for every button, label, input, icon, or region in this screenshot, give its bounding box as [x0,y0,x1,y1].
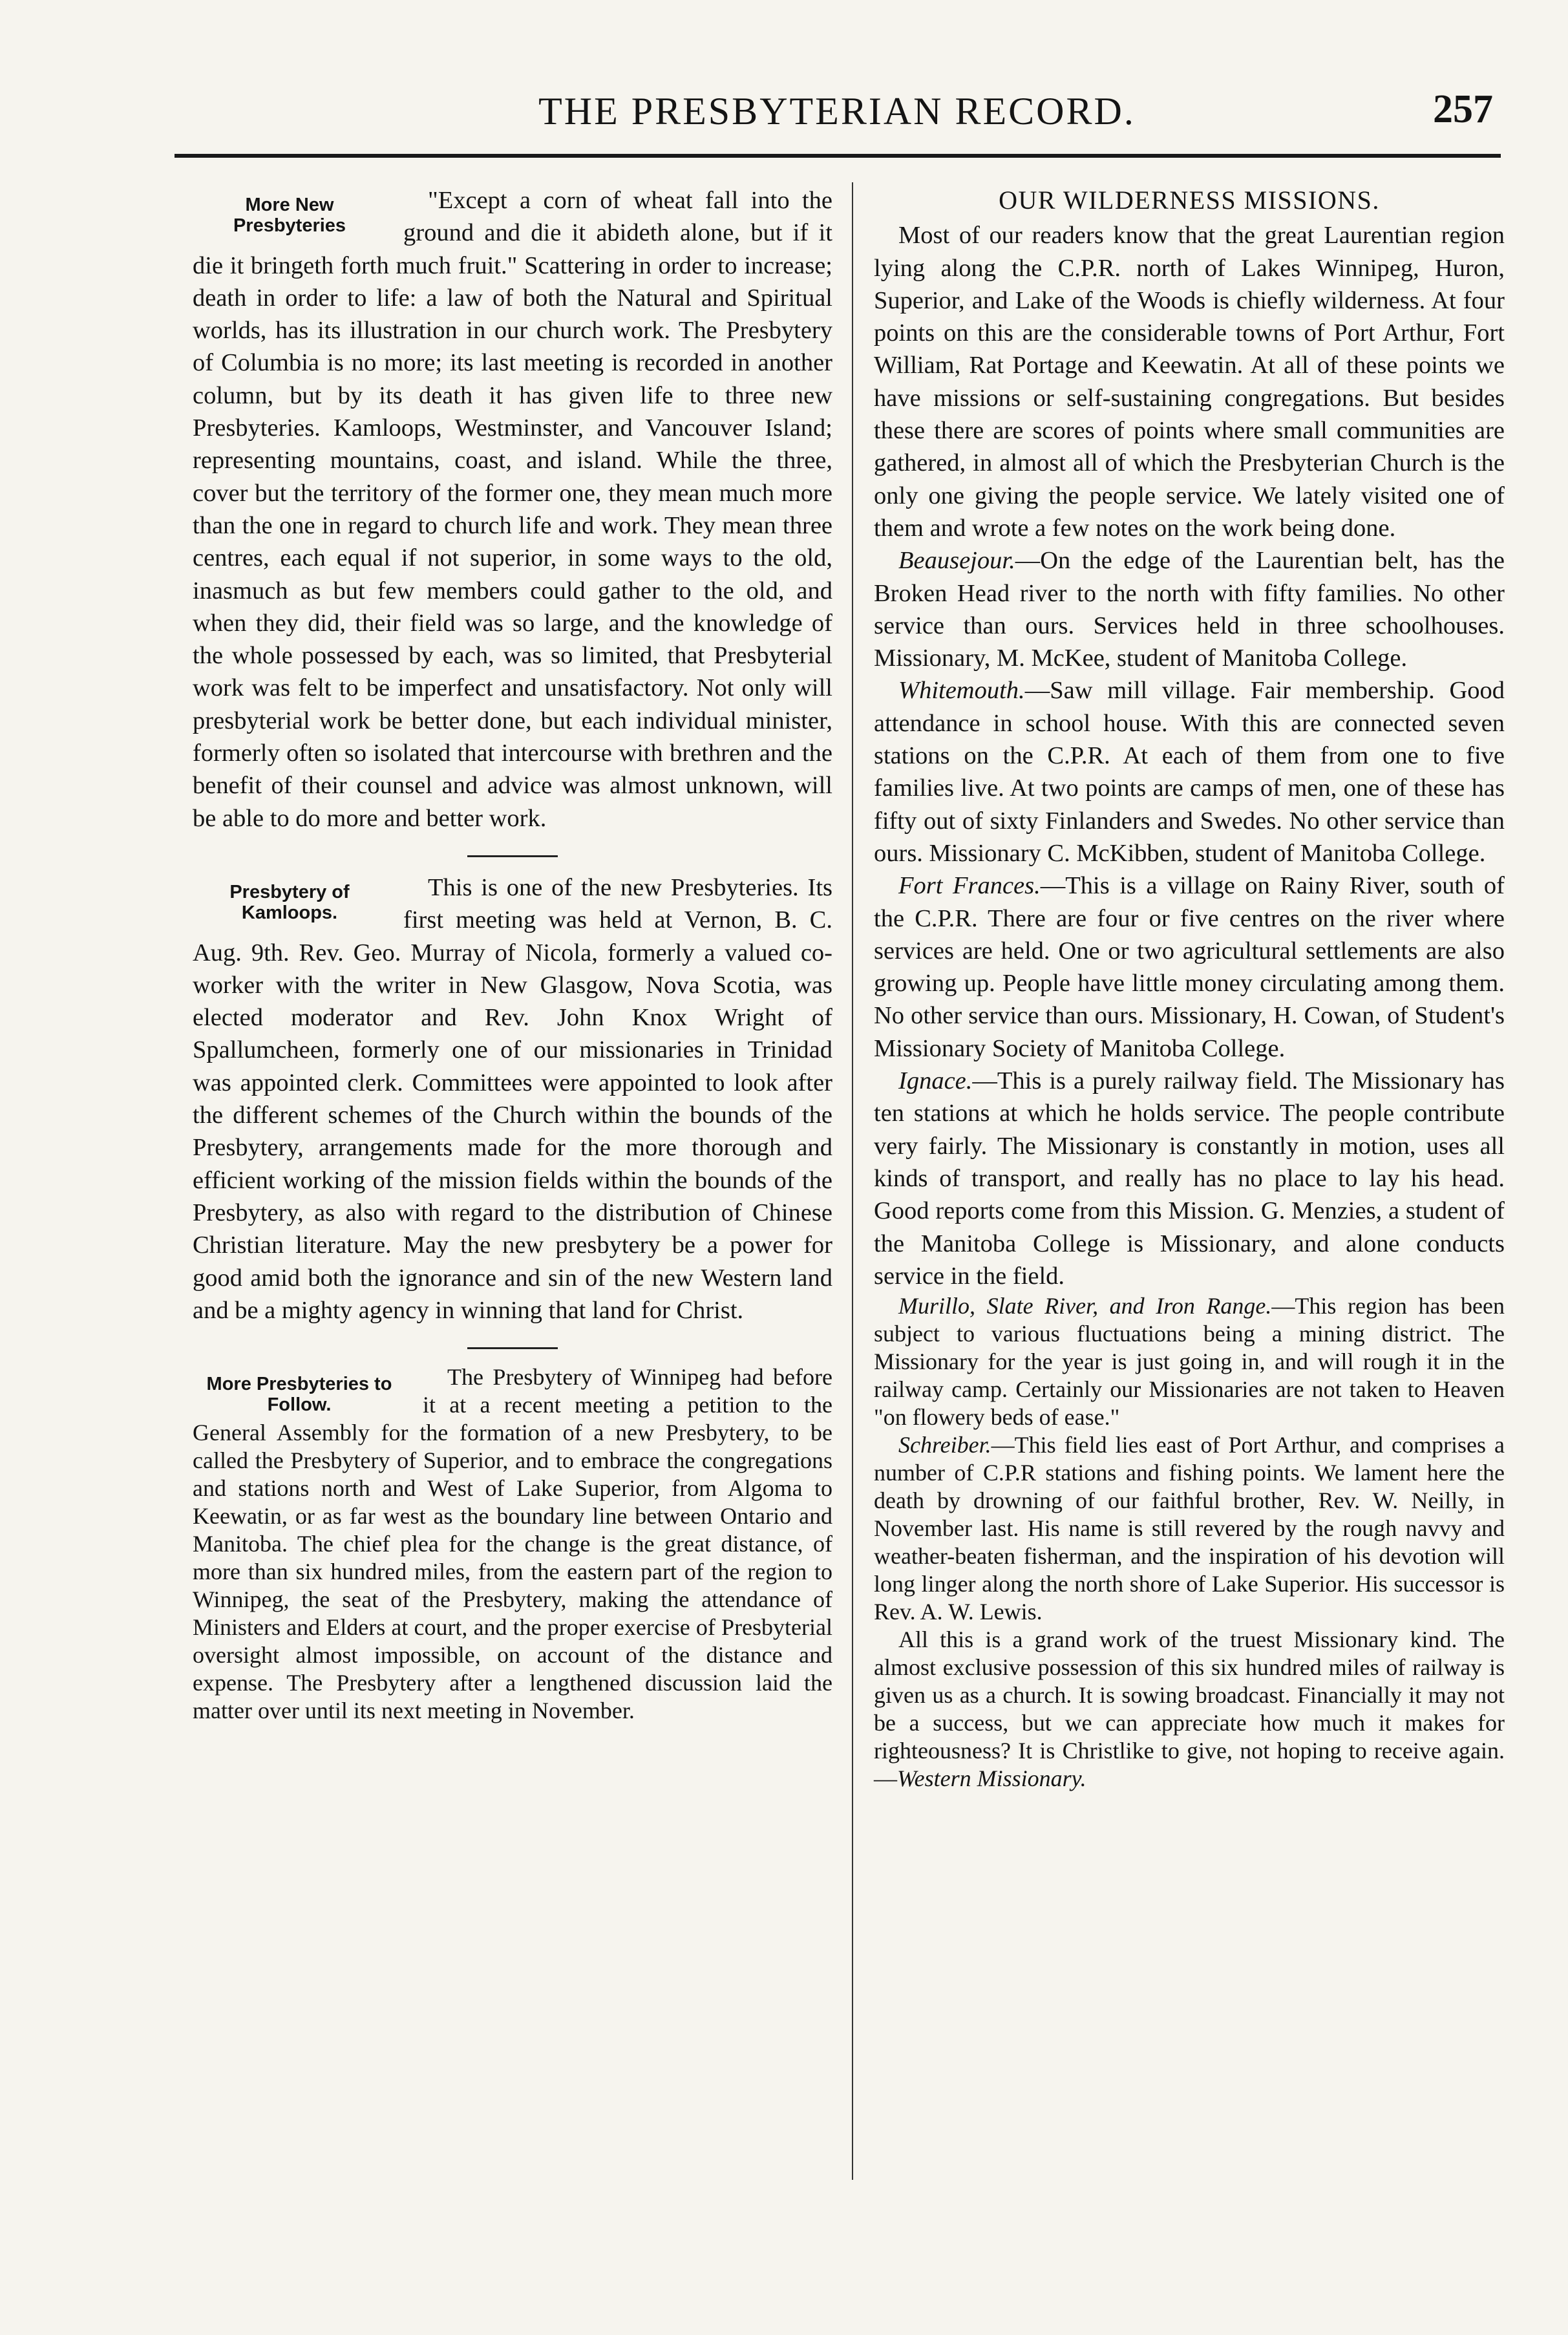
text-beausejour: —On the edge of the Laurentian belt, has the Broken Head river to the north with fifty families. No other service than ours. Services held in three schoolhouses. Missionary, M. McKee, student of Manitoba College. [874,547,1505,672]
page-number: 257 [1433,87,1493,131]
paragraph-more-new-presbyteries: "Except a corn of wheat fall into the ground and die it abideth alone, but if it die it bringeth forth much fruit." Scattering in order to increase; death in order to life: a law of both the Natural and Spiritual worlds, has its illustration in our church work. The Presbytery of Columbia is no more; its last meeting is recorded in another column, but by its death it has given life to three new Presbyteries. Kamloops, Westminster, and Vancouver Island; representing mountains, coast, and island. While the three, cover but the territory of the former one, they mean much more than the one in regard to church life and work. They mean three centres, each equal if not superior, in some ways to the old, inasmuch as but few members could gather to the old, and when they did, their field was so large, and the knowledge of the whole possessed by each, was so limited, that Presbyterial work was felt to be imperfect and unsatisfactory. Not only will presbyterial work be better done, but each individual minister, formerly often so isolated that intercourse with brethren and the benefit of their counsel and advice was almost unknown, will be able to do more and better work. [193,187,832,832]
label-fort-frances: Fort Frances. [898,872,1041,900]
header-rule [175,154,1501,158]
paragraph-more-presbyteries-to-follow: The Presbytery of Winnipeg had before it at a recent meeting a petition to the General Assembly for the formation of a new Presbytery, to be called the Presbytery of Superior, and to embrace the congregations and stations north and West of Lake Superior, from Algoma to Keewatin, or as far west as the boundary line between Ontario and Manitoba. The chief plea for the change is the great distance, of more than six hundred miles, from the eastern part of the region to Winnipeg, the seat of the Presbytery, making the attendance of Ministers and Elders at court, and the proper exercise of Presbyterial oversight almost impossible, on account of the distance and expense. The Presbytery after a lengthened discussion laid the matter over until its next meeting in November. [193,1364,832,1724]
sidenote-more-presbyteries-to-follow: More Presbyteries to Follow. [206,1374,392,1416]
paragraph-beausejour [874,544,1505,674]
label-beausejour: Beausejour. [898,547,1015,575]
paragraph-ignace [874,1065,1505,1292]
paragraph-murillo [874,1292,1505,1431]
column-divider [852,182,853,2180]
sidenote-presbytery-of-kamloops: Presbytery of Kamloops. [229,881,350,923]
section-more-new-presbyteries [193,184,832,835]
signature: Western Missionary. [897,1765,1086,1792]
text-schreiber: —This field lies east of Port Arthur, and comprises a number of C.P.R stations and fishing points. We lament here the death by drowning of our faithful brother, Rev. W. Neilly, in November last. His name is still revered by the rough navvy and weather-beaten fisherman, and the inspiration of his devotion will long linger along the north shore of Lake Superior. His successor is Rev. A. W. Lewis. [874,1432,1505,1625]
paragraph-presbytery-of-kamloops: This is one of the new Presbyteries. Its first meeting was held at Vernon, B. C. Aug. 9th. Rev. Geo. Murray of Nicola, formerly a valued co-worker with the writer in New Glasgow, Nova Scotia, was elected moderator and Rev. John Knox Wright of Spallumcheen, formerly one of our missionaries in Trinidad was appointed clerk. Committees were appointed to look after the different schemes of the Church within the bounds of the Presbytery, arrangements made for the more thorough and efficient working of the mission fields within the bounds of the Presbytery, as also with regard to the distribution of Chinese Christian literature. May the new presbytery be a power for good amid both the ignorance and sin of the new Western land and be a mighty agency in winning that land for Christ. [193,873,832,1324]
section-presbytery-of-kamloops [193,871,832,1327]
text-ignace: —This is a purely railway field. The Missionary has ten stations at which he holds service. The people contribute very fairly. The Missionary is constantly in motion, uses all kinds of transport, and really has no place to lay his head. Good reports come from this Mission. G. Menzies, a student of the Manitoba College is Missionary, and alone conducts service in the field. [874,1067,1505,1290]
right-column [874,184,1505,1793]
section-more-presbyteries-to-follow [193,1363,832,1725]
paragraph-closing [874,1626,1505,1793]
text-murillo: —This region has been subject to various fluctuations being a mining district. The Missionary for the year is just going in, and will rough it in the railway camp. Certainly our Missionaries are not taken to Heaven "on flowery beds of ease." [874,1293,1505,1431]
sidenote-more-new-presbyteries: More New Presbyteries [233,195,346,236]
page-header [181,89,1493,147]
left-column [193,184,832,1725]
section-divider [467,855,558,857]
text-whitemouth: —Saw mill village. Fair membership. Good attendance in school house. With this are connected seven stations on the C.P.R. At each of them from one to five families live. At two points are camps of men, one of these has fifty out of sixty Finlanders and Swedes. No other service than ours. Missionary C. McKibben, student of Manitoba College. [874,677,1505,867]
article-title: OUR WILDERNESS MISSIONS. [999,186,1380,215]
label-whitemouth: Whitemouth. [898,677,1025,705]
paragraph-fort-frances [874,869,1505,1065]
paragraph-schreiber [874,1431,1505,1626]
paragraph-whitemouth [874,674,1505,869]
label-schreiber: Schreiber. [898,1432,991,1458]
section-divider [467,1347,558,1349]
text-closing: All this is a grand work of the truest Missionary kind. The almost exclusive possession of this six hundred miles of railway is given us as a church. It is sowing broadcast. Financially it may not be a success, but we can appreciate how much it makes for righteousness? It is Christlike to give, not hoping to receive again.— [874,1626,1505,1792]
text-fort-frances: —This is a village on Rainy River, south of the C.P.R. There are four or five centres on the river where services are held. One or two agricultural settlements are also growing up. People have little money circulating among them. No other service than ours. Missionary, H. Cowan, of Student's Missionary Society of Manitoba College. [874,872,1505,1062]
label-murillo: Murillo, Slate River, and Iron Range. [898,1293,1272,1319]
label-ignace: Ignace. [898,1067,973,1095]
paragraph-intro: Most of our readers know that the great Laurentian region lying along the C.P.R. north of Lakes Winnipeg, Huron, Superior, and Lake of the Woods is chiefly wilderness. At four points on this are the considerable towns of Port Arthur, Fort William, Rat Portage and Keewatin. At all of these points we have missions or self-sustaining congregations. But besides these there are scores of points where small communities are gathered, in almost all of which the Presbyterian Church is the only one giving the people service. We lately visited one of them and wrote a few notes on the work being done. [874,222,1505,542]
running-title: THE PRESBYTERIAN RECORD. [538,90,1136,133]
small-print-block [874,1292,1505,1793]
